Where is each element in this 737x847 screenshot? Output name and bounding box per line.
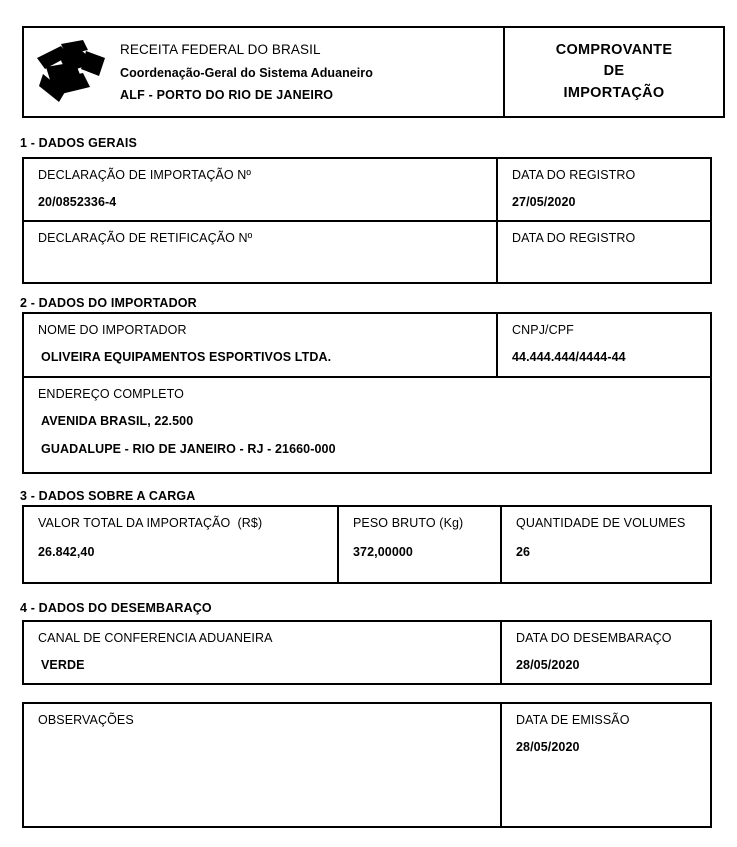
field-value: 372,00000 — [353, 545, 413, 559]
field-value: 28/05/2020 — [516, 740, 580, 754]
field-label: DATA DO DESEMBARAÇO — [516, 631, 672, 645]
header-issuer-panel — [24, 28, 505, 116]
table-row — [24, 376, 710, 472]
org-department: Coordenação-Geral do Sistema Aduaneiro — [120, 65, 373, 80]
field-label: DECLARAÇÃO DE IMPORTAÇÃO Nº — [38, 168, 252, 182]
field-value-line-1: AVENIDA BRASIL, 22.500 — [41, 414, 194, 428]
field-data-emissao — [500, 704, 710, 826]
field-label: OBSERVAÇÕES — [38, 713, 134, 727]
field-value: 26.842,40 — [38, 545, 95, 559]
section-1-table — [22, 157, 712, 284]
field-data-registro-retificacao — [496, 222, 710, 283]
field-value: 26 — [516, 545, 531, 559]
address-lines — [38, 402, 710, 457]
field-canal-conferencia-aduaneira — [24, 622, 500, 683]
header-org-text — [112, 41, 373, 103]
receita-federal-logo-icon — [28, 30, 112, 114]
field-value: 20/0852336-4 — [38, 195, 117, 209]
document-title-line-3: IMPORTAÇÃO — [563, 84, 665, 101]
field-nome-importador — [24, 314, 496, 376]
document-title-line-1: COMPROVANTE — [555, 41, 673, 58]
field-label: VALOR TOTAL DA IMPORTAÇÃO (R$) — [38, 516, 263, 530]
field-observacoes — [24, 704, 500, 826]
field-label: DECLARAÇÃO DE RETIFICAÇÃO Nº — [38, 230, 253, 245]
section-4-heading: 4 - DADOS DO DESEMBARAÇO — [20, 601, 212, 615]
section-2-table — [22, 312, 712, 474]
field-data-desembaraco — [500, 622, 710, 683]
document-title-line-2: DE — [603, 63, 625, 80]
field-value: VERDE — [41, 658, 85, 672]
observations-table — [22, 702, 712, 828]
field-label: DATA DO REGISTRO — [512, 230, 636, 245]
section-4-table — [22, 620, 712, 685]
field-value: 27/05/2020 — [512, 195, 576, 209]
table-row — [24, 314, 710, 376]
field-declaracao-importacao — [24, 159, 496, 220]
org-unit: ALF - PORTO DO RIO DE JANEIRO — [120, 88, 334, 103]
field-value: OLIVEIRA EQUIPAMENTOS ESPORTIVOS LTDA. — [41, 350, 332, 364]
field-value: 28/05/2020 — [516, 658, 580, 672]
field-value-line-2: GUADALUPE - RIO DE JANEIRO - RJ - 21660-000 — [41, 442, 336, 456]
table-row — [24, 159, 710, 220]
field-valor-total-importacao — [24, 507, 337, 582]
section-3-table — [22, 505, 712, 584]
org-name: RECEITA FEDERAL DO BRASIL — [120, 41, 321, 57]
field-label: CANAL DE CONFERENCIA ADUANEIRA — [38, 631, 273, 645]
document-header — [22, 26, 725, 118]
field-label: CNPJ/CPF — [512, 323, 574, 337]
field-endereco-completo — [24, 378, 710, 472]
table-row — [24, 704, 710, 826]
section-1-heading: 1 - DADOS GERAIS — [20, 136, 137, 150]
field-label: DATA DE EMISSÃO — [516, 713, 630, 727]
field-peso-bruto — [337, 507, 500, 582]
table-row — [24, 507, 710, 582]
table-row — [24, 220, 710, 283]
field-data-registro — [496, 159, 710, 220]
field-declaracao-retificacao — [24, 222, 496, 283]
field-value: 44.444.444/4444-44 — [512, 350, 626, 364]
field-label: NOME DO IMPORTADOR — [38, 323, 187, 337]
section-2-heading: 2 - DADOS DO IMPORTADOR — [20, 296, 197, 310]
field-label: QUANTIDADE DE VOLUMES — [516, 516, 686, 530]
field-quantidade-volumes — [500, 507, 710, 582]
document-title-panel — [505, 28, 723, 116]
field-label: DATA DO REGISTRO — [512, 168, 636, 182]
table-row — [24, 622, 710, 683]
field-label: PESO BRUTO (Kg) — [353, 516, 464, 530]
section-3-heading: 3 - DADOS SOBRE A CARGA — [20, 489, 196, 503]
field-label: ENDEREÇO COMPLETO — [38, 387, 184, 401]
field-cnpj-cpf — [496, 314, 710, 376]
